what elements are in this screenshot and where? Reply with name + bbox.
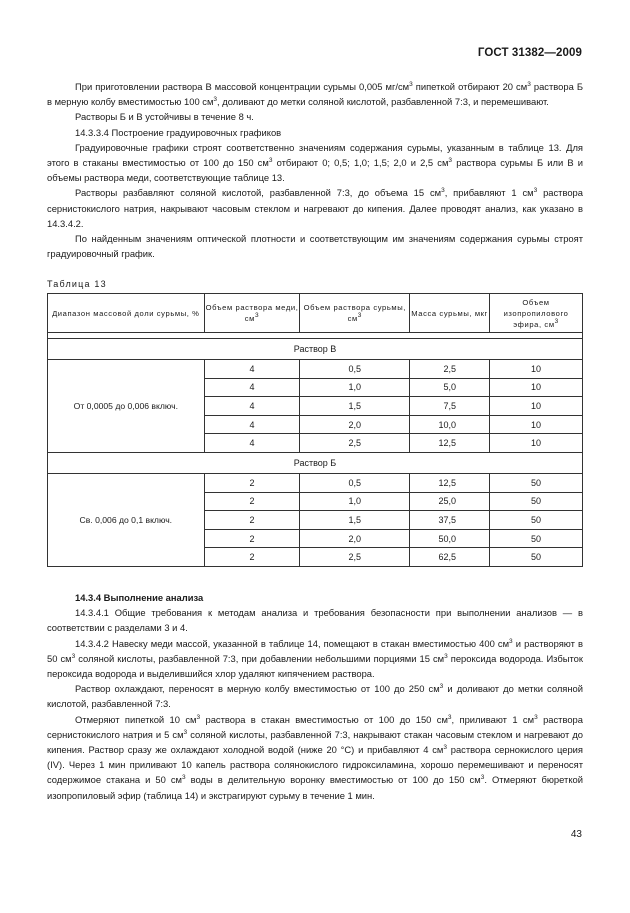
cell-copper: 2: [204, 511, 300, 530]
header-antimony-mass: Масса сурьмы, мкг: [410, 294, 490, 333]
cell-ether: 50: [490, 548, 583, 567]
range-cell: От 0,0005 до 0,006 включ.: [48, 360, 205, 453]
intro-text: [47, 79, 583, 261]
cell-ether: 50: [490, 492, 583, 511]
paragraph-calibration: Градуировочные графики строят соответственно значениям содержания сурьмы, указанным в таблице 13. Для этого в стаканы вместимостью от 100 до 150 $см^3$ отбирают 0; 0,5; 1,0; 1,5; 2,0 и 2,5 $см^3$ раствора сурьмы Б или В и объемы раствора меди, соответствующие таблице 13.: [47, 141, 584, 184]
cell-antimony-volume: 1,0: [300, 492, 410, 511]
cell-ether: 10: [490, 415, 583, 434]
cell-mass: 62,5: [410, 548, 490, 567]
cell-mass: 2,5: [410, 360, 490, 379]
paragraph-solution-v: При приготовлении раствора В массовой концентрации сурьмы 0,005 $мг/см^3$ пипеткой отбирают 20 $см^3$ раствора Б в мерную колбу вместимостью 100 $см^3$, доливают до метки соляной кислотой, разбавленной 7:3, и перемешивают.: [47, 81, 583, 108]
cell-ether: 10: [490, 434, 583, 453]
cell-copper: 4: [204, 415, 300, 434]
cell-antimony-volume: 1,5: [300, 397, 410, 416]
cell-antimony-volume: 2,5: [300, 548, 410, 567]
header-range: Диапазон массовой доли сурьмы, %: [48, 294, 205, 333]
cell-antimony-volume: 2,5: [300, 434, 410, 453]
section-heading-14-3-3-4: 14.3.3.4 Построение градуировочных графиков: [75, 126, 282, 138]
cell-ether: 50: [490, 529, 583, 548]
section-row-v: [48, 339, 583, 360]
section-heading-14-3-4: 14.3.4 Выполнение анализа: [75, 592, 204, 603]
cell-ether: 10: [490, 360, 583, 379]
standard-code: ГОСТ 31382—2009: [477, 47, 582, 59]
table-row: [48, 473, 583, 492]
cell-copper: 2: [204, 473, 300, 492]
table-13: [47, 293, 583, 567]
cell-ether: 10: [490, 378, 583, 397]
cell-copper: 2: [204, 548, 300, 567]
cell-copper: 4: [204, 434, 300, 453]
cell-mass: 37,5: [410, 511, 490, 530]
range-cell: Св. 0,006 до 0,1 включ.: [48, 473, 205, 566]
cell-antimony-volume: 1,0: [300, 378, 410, 397]
paragraph-14-3-4-2: 14.3.4.2 Навеску меди массой, указанной в таблице 14, помещают в стакан вместимостью 400 $см^3$ и растворяют в 50 $см^3$ соляной кислоты, разбавленной 7:3, при добавлении небольшими порциями 15 $см^3$ пероксида водорода. Избыток пероксида водорода и выделившийся хлор удаляют кипячением раствора.: [47, 637, 583, 680]
paragraph-cooling: Раствор охлаждают, переносят в мерную колбу вместимостью от 100 до 250 $см^3$ и доливают до метки соляной кислотой, разбавленной 7:3.: [47, 683, 583, 710]
cell-ether: 50: [490, 473, 583, 492]
cell-ether: 50: [490, 511, 583, 530]
cell-copper: 2: [204, 492, 300, 511]
table-row: [48, 360, 583, 379]
cell-ether: 10: [490, 397, 583, 416]
table-header-row: [48, 294, 583, 333]
analysis-text: [47, 590, 583, 803]
paragraph-graph: По найденным значениям оптической плотности и соответствующим им значениям содержания сурьмы строят градуировочный график.: [47, 233, 583, 260]
page-number: 43: [570, 829, 582, 840]
paragraph-dilution: Растворы разбавляют соляной кислотой, разбавленной 7:3, до объема 15 $см^3$, прибавляют 1 $см^3$ раствора сернистокислого натрия, накрывают часовым стеклом и нагревают до кипения. Далее проводят анализ, как указано в 14.3.4.2.: [47, 187, 583, 229]
cell-mass: 5,0: [410, 378, 490, 397]
cell-copper: 2: [204, 529, 300, 548]
table-caption: Таблица 13: [47, 279, 107, 289]
cell-mass: 25,0: [410, 492, 490, 511]
cell-copper: 4: [204, 397, 300, 416]
cell-mass: 12,5: [410, 473, 490, 492]
paragraph-extraction: Отмеряют пипеткой 10 $см^3$ раствора в стакан вместимостью от 100 до 150 $см^3$, приливают 1 $см^3$ раствора сернистокислого натрия и 5 $см^3$ соляной кислоты, разбавленной 7:3, накрывают стакан часовым стеклом и нагревают до кипения. Раствор сразу же охлаждают холодной водой (ниже 20 °С) и прибавляют 4 $см^3$ раствора сернокислого церия (IV). Через 1 мин приливают 10 капель раствора солянокислого гидроксиламина, хорошо перемешивают и переносят содержимое стакана и 50 $см^3$ воды в делительную воронку вместимостью от 100 до 150 $см^3$. Отмеряют бюреткой изопропиловый эфир (таблица 14) и экстрагируют сурьму в течение 1 мин.: [47, 713, 584, 801]
section-row-b: [48, 452, 583, 473]
cell-antimony-volume: 2,0: [300, 415, 410, 434]
paragraph-stability: Растворы Б и В устойчивы в течение 8 ч.: [75, 111, 254, 123]
cell-copper: 4: [204, 378, 300, 397]
cell-antimony-volume: 1,5: [300, 511, 410, 530]
cell-mass: 50,0: [410, 529, 490, 548]
cell-mass: 10,0: [410, 415, 490, 434]
cell-antimony-volume: 2,0: [300, 529, 410, 548]
header-ether-volume: Объем изопропилового эфира, $см^3$: [490, 294, 583, 333]
cell-antimony-volume: 0,5: [300, 360, 410, 379]
header-antimony-volume: Объем раствора сурьмы, $см^3$: [300, 294, 410, 333]
section-title: Раствор В: [48, 339, 583, 360]
cell-copper: 4: [204, 360, 300, 379]
section-title: Раствор Б: [48, 452, 583, 473]
cell-antimony-volume: 0,5: [300, 473, 410, 492]
paragraph-14-3-4-1: 14.3.4.1 Общие требования к методам анализа и требования безопасности при выполнении анализов — в соответствии с разделами 3 и 4.: [47, 607, 583, 634]
cell-mass: 7,5: [410, 397, 490, 416]
header-copper-volume: Объем раствора меди, $см^3$: [204, 294, 300, 333]
cell-mass: 12,5: [410, 434, 490, 453]
